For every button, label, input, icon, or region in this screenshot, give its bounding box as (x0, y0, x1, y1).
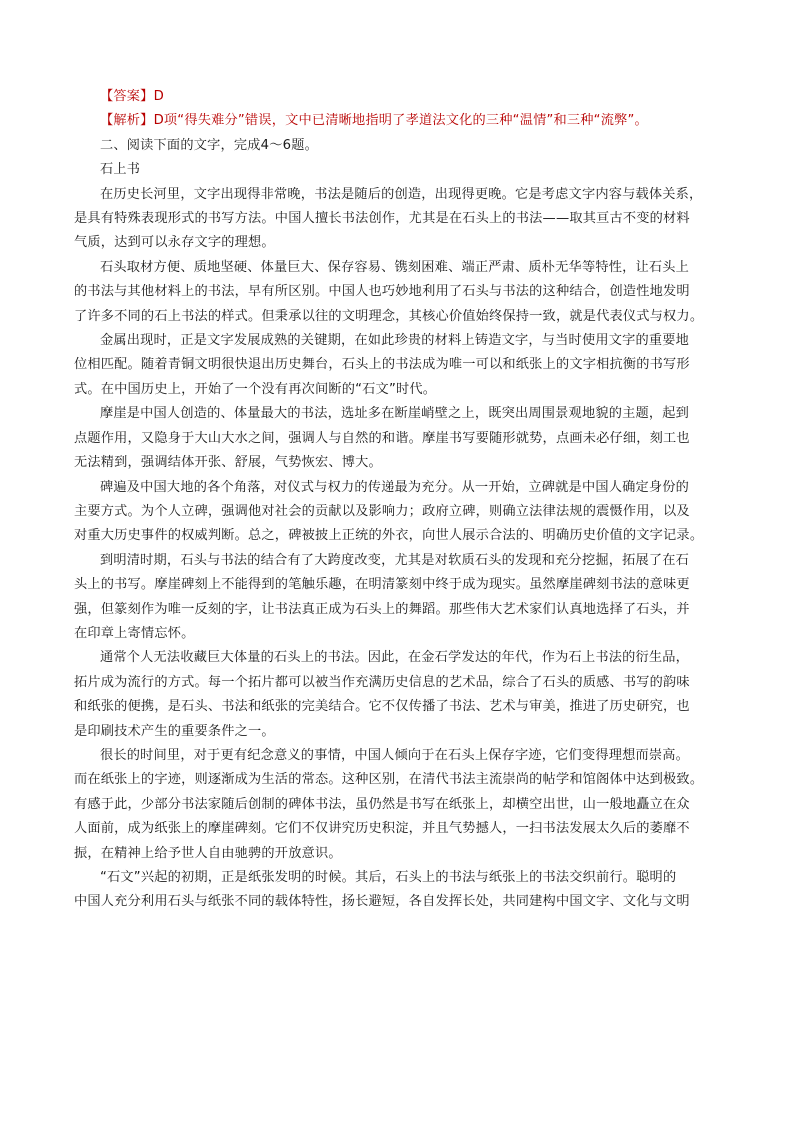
paragraph-line: 位相匹配。随着青铜文明很快退出历史舞台，石头上的书法成为唯一可以和纸张上的文字相抗衡的书写形 (74, 357, 690, 373)
paragraph-line: 石头取材方便、质地坚硬、体量巨大、保存容易、镌刻困难、端正严肃、质朴无华等特性，让石头上 (100, 259, 690, 275)
answer-value: D (153, 89, 164, 104)
answer-tag: 【答案】 (100, 89, 154, 104)
paragraph-line: 金属出现时，正是文字发展成熟的关键期，在如此珍贵的材料上铸造文字，与当时使用文字的重要地 (100, 333, 690, 349)
paragraph-line: 碑遍及中国大地的各个角落，对仪式与权力的传递最为充分。从一开始，立碑就是中国人确定身份的 (100, 479, 690, 495)
paragraph (74, 744, 724, 866)
paragraph (74, 549, 724, 647)
paragraph-line: 中国人充分利用石头与纸张不同的载体特性，扬长避短，各自发挥长处，共同建构中国文字、文化与文明 (74, 894, 690, 910)
paragraph-line: 对重大历史事件的权威判断。总之，碑被披上正统的外衣，向世人展示合法的、明确历史价值的文字记录。 (74, 528, 704, 544)
paragraph-line: 到明清时期，石头与书法的结合有了大跨度改变，尤其是对软质石头的发现和充分挖掘，拓展了在石 (100, 552, 690, 568)
paragraph-line: 头上的书写。摩崖碑刻上不能得到的笔触乐趣，在明清篆刻中终于成为现实。虽然摩崖碑刻书法的意味更 (74, 577, 690, 593)
answer-line (74, 85, 724, 109)
paragraph (74, 329, 724, 402)
paragraph-line: 通常个人无法收藏巨大体量的石头上的书法。因此，在金石学发达的年代，作为石上书法的衍生品， (100, 650, 690, 666)
paragraph-line: 强，但篆刻作为唯一反刻的字，让书法真正成为石头上的舞蹈。那些伟大艺术家们认真地选择了石头，并 (74, 601, 690, 617)
paragraph-line: 气质，达到可以永存文字的理想。 (74, 235, 275, 251)
paragraph-line: 很长的时间里，对于更有纪念意义的事情，中国人倾向于在石头上保存字迹，它们变得理想而崇高。 (100, 747, 690, 763)
paragraph-line: 了许多不同的石上书法的样式。但秉承以往的文明理念，其核心价值始终保持一致，就是代表仪式与权力。 (74, 308, 704, 324)
paragraph-line: 是具有特殊表现形式的书写方法。中国人擅长书法创作，尤其是在石头上的书法——取其亘古不变的材料 (74, 211, 690, 227)
paragraph-line: 在印章上寄情忘怀。 (74, 625, 195, 641)
paragraph-line: 的书法与其他材料上的书法，早有所区别。中国人也巧妙地利用了石头与书法的这种结合，创造性地发明 (74, 284, 690, 300)
paragraph-line: 有感于此，少部分书法家随后创制的碑体书法，虽仍然是书写在纸张上，却横空出世，山一般地矗立在众 (74, 796, 690, 812)
paragraph-line: 无法精到，强调结体开张、舒展，气势恢宏、博大。 (74, 455, 382, 471)
paragraph (74, 646, 724, 744)
paragraph-line: 点题作用，又隐身于大山大水之间，强调人与自然的和谐。摩崖书写要随形就势，点画未必仔细，刻工也 (74, 430, 690, 446)
paragraph-line: 和纸张的便携，是石头、书法和纸张的完美结合。它不仅传播了书法、艺术与审美，推进了历史研究，也 (74, 699, 690, 715)
paragraph (74, 256, 724, 329)
paragraph-line: 在历史长河里，文字出现得非常晚，书法是随后的创造，出现得更晚。它是考虑文字内容与载体关系， (100, 186, 703, 202)
paragraph (74, 476, 724, 549)
section-heading: 二、阅读下面的文字，完成4～6题。 (100, 137, 318, 153)
paragraph-line: 式。在中国历史上，开始了一个没有再次间断的“石文”时代。 (74, 381, 437, 397)
analysis-text: D项“得失难分”错误，文中已清晰地指明了孝道法文化的三种“温情”和三种“流弊”。 (153, 113, 648, 129)
article-body (74, 183, 724, 915)
paragraph-line: 拓片成为流行的方式。每一个拓片都可以被当作充满历史信息的艺术品，综合了石头的质感、书写的韵味 (74, 674, 690, 690)
analysis-line (74, 109, 724, 133)
paragraph (74, 183, 724, 256)
paragraph-line: 振，在精神上给予世人自由驰骋的开放意识。 (74, 845, 342, 861)
article-title: 石上书 (100, 162, 141, 178)
paragraph-line: 是印刷技术产生的重要条件之一。 (74, 723, 275, 739)
paragraph-line: “石文”兴起的初期，正是纸张发明的时候。其后，石头上的书法与纸张上的书法交织前行。聪明的 (100, 870, 677, 885)
paragraph-line: 摩崖是中国人创造的、体量最大的书法，选址多在断崖峭壁之上，既突出周围景观地貌的主题，起到 (100, 406, 690, 422)
paragraph-line: 而在纸张上的字迹，则逐渐成为生活的常态。这种区别，在清代书法主流崇尚的帖学和馆阁体中达到极致。 (74, 772, 704, 788)
analysis-tag: 【解析】 (100, 113, 154, 129)
document-page (74, 85, 724, 915)
paragraph (74, 402, 724, 475)
paragraph-line: 主要方式。为个人立碑，强调他对社会的贡献以及影响力；政府立碑，则确立法律法规的震慑作用，以及 (74, 503, 690, 519)
paragraph (74, 866, 724, 915)
paragraph-line: 人面前，成为纸张上的摩崖碑刻。它们不仅讲究历史积淀，并且气势撼人，一扫书法发展太久后的萎靡不 (74, 821, 690, 837)
